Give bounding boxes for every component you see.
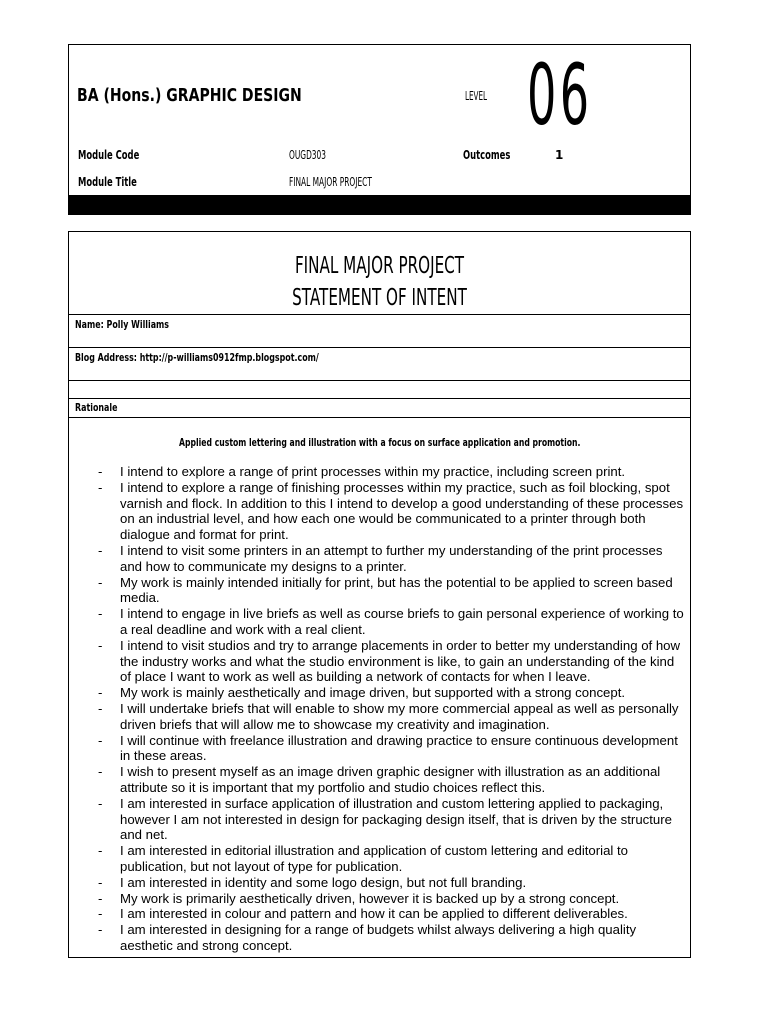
list-item: - My work is mainly intended initially for print, but has the potential to be applied to screen based media. bbox=[95, 575, 685, 607]
list-item: - My work is mainly aesthetically and image driven, but supported with a strong concept. bbox=[95, 685, 685, 701]
list-item: - I am interested in editorial illustration and application of custom lettering and editorial to publication, but not layout of type for publication. bbox=[95, 843, 685, 875]
divider bbox=[69, 347, 690, 348]
module-title-value: FINAL MAJOR PROJECT bbox=[289, 175, 372, 189]
rationale-focus bbox=[69, 433, 690, 451]
list-item: - I intend to engage in live briefs as well as course briefs to gain personal experience of working to a real deadline and work with a real client. bbox=[95, 606, 685, 638]
divider bbox=[69, 380, 690, 381]
statement-title bbox=[69, 250, 690, 314]
rationale-label: Rationale bbox=[75, 401, 118, 414]
divider bbox=[69, 314, 690, 315]
list-item: - I intend to visit studios and try to arrange placements in order to better my understanding of how the industry works and what the studio environment is like, to gain an understanding of the kind of place I want to work as well as building a network of contacts for when I leave. bbox=[95, 638, 685, 685]
list-item: - I intend to visit some printers in an attempt to further my understanding of the print processes and how to communicate my designs to a printer. bbox=[95, 543, 685, 575]
level-label: LEVEL bbox=[465, 89, 488, 103]
module-title-label: Module Title bbox=[78, 175, 137, 189]
list-item: - I intend to explore a range of print processes within my practice, including screen print. bbox=[95, 464, 685, 480]
list-item: - I wish to present myself as an image driven graphic designer with illustration as an additional attribute so it is important that my portfolio and studio choices reflect this. bbox=[95, 764, 685, 796]
list-item: - I am interested in colour and pattern and how it can be applied to different deliverables. bbox=[95, 906, 685, 922]
list-item: - I will undertake briefs that will enable to show my more commercial appeal as well as personally driven briefs that will allow me to showcase my creativity and imagination. bbox=[95, 701, 685, 733]
module-code-label: Module Code bbox=[78, 148, 140, 162]
name-field: Name: Polly Williams bbox=[75, 318, 170, 331]
list-item: - I am interested in identity and some logo design, but not full branding. bbox=[95, 875, 685, 891]
course-title: BA (Hons.) GRAPHIC DESIGN bbox=[77, 85, 302, 106]
outcomes-value: 1 bbox=[555, 148, 564, 162]
module-header bbox=[68, 44, 691, 215]
list-item: - I am interested in surface application of illustration and custom lettering applied to packaging, however I am not interested in design for packaging design itself, that is driven by the structure and net. bbox=[95, 796, 685, 843]
list-item: - I will continue with freelance illustration and drawing practice to ensure continuous development in these areas. bbox=[95, 733, 685, 765]
header-divider-bar bbox=[69, 195, 690, 214]
blog-address-field: Blog Address: http://p-williams0912fmp.blogspot.com/ bbox=[75, 351, 319, 364]
module-code-value: OUGD303 bbox=[289, 148, 326, 162]
statement-of-intent-form bbox=[68, 231, 691, 958]
outcomes-label: Outcomes bbox=[463, 148, 511, 162]
statement-title-line-1: FINAL MAJOR PROJECT bbox=[294, 253, 465, 279]
statement-title-line-2: STATEMENT OF INTENT bbox=[292, 285, 467, 311]
list-item: - I intend to explore a range of finishing processes within my practice, such as foil blocking, spot varnish and flock. In addition to this I intend to develop a good understanding of these processes on an industrial level, and how each one would be communicated to a printer through both dialogue and format for print. bbox=[95, 480, 685, 543]
level-number: 06 bbox=[527, 46, 593, 144]
rationale-focus-text: Applied custom lettering and illustration with a focus on surface application and promotion. bbox=[178, 436, 581, 449]
divider bbox=[69, 417, 690, 418]
list-item: - I am interested in designing for a range of budgets whilst always delivering a high quality aesthetic and strong concept. bbox=[95, 922, 685, 954]
divider bbox=[69, 398, 690, 399]
list-item: - My work is primarily aesthetically driven, however it is backed up by a strong concept. bbox=[95, 891, 685, 907]
intent-list bbox=[95, 464, 685, 954]
